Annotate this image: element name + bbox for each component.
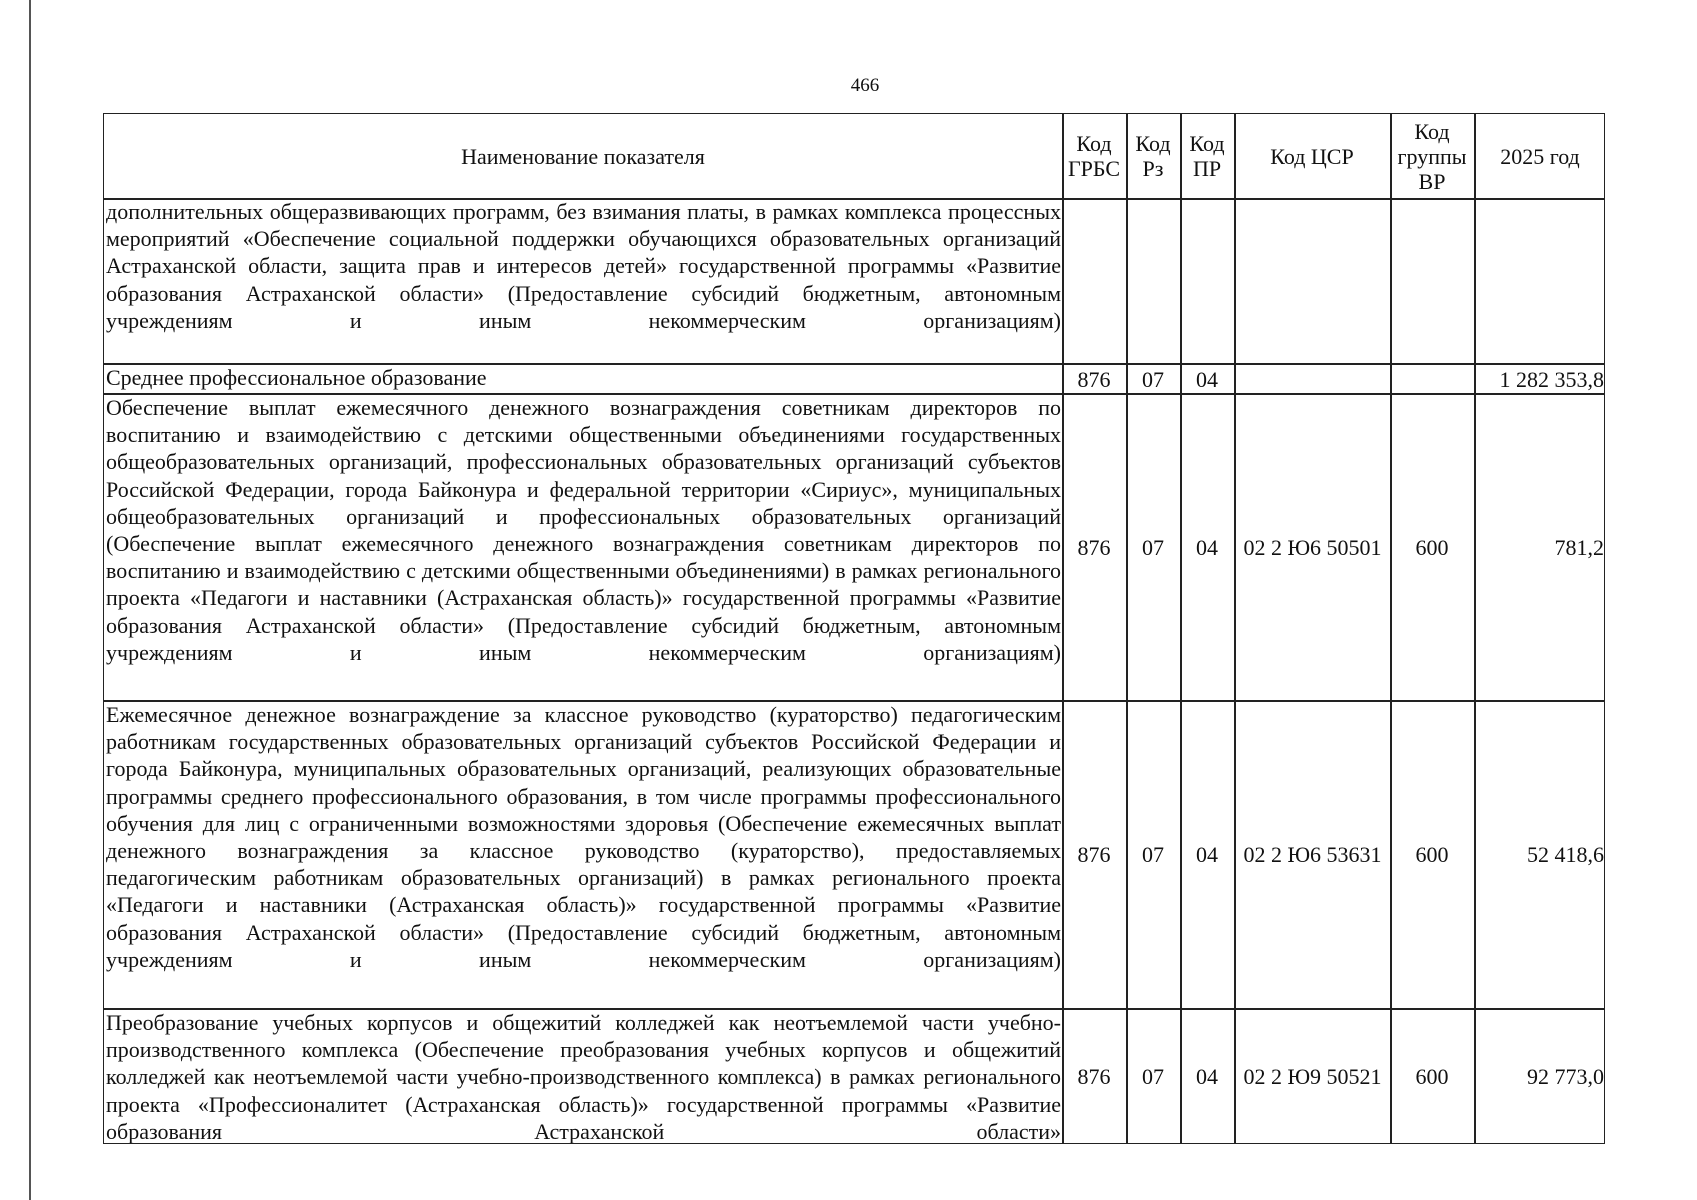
row-grbs: 876 [1077,534,1111,560]
header-csr: Код ЦСР [1270,143,1354,169]
row-name: дополнительных общеразвивающих программ, без взимания платы, в рамках комплекса процессных мероприятий «Обеспечение социальной поддержки обучающихся образовательных организаций Астраханской области, защита прав и интересов детей» государственной программы «Развитие образования Астраханской области» (Предоставление субсидий бюджетным, автономным учреждениям и иным некоммерческим организациям) [106,199,1061,333]
header-pr: Код ПР [1189,131,1225,181]
budget-table [103,113,1605,1144]
row-name: Обеспечение выплат ежемесячного денежного вознаграждения советникам директоров по воспитанию и взаимодействию с детскими общественными объединениями государственных общеобразовательных организаций, профессиональных образовательных организаций субъектов Российской Федерации, города Байконура и федеральной территории «Сириус», муниципальных общеобразовательных организаций и профессиональных образовательных организаций (Обеспечение выплат ежемесячного денежного вознаграждения советникам директоров по воспитанию и взаимодействию с детскими общественными объединениями) в рамках регионального проекта «Педагоги и наставники (Астраханская область)» государственной программы «Развитие образования Астраханской области» (Предоставление субсидий бюджетным, автономным учреждениям и иным некоммерческим организациям) [106,395,1061,665]
row-rz: 07 [1142,366,1164,392]
row-grbs: 876 [1077,842,1111,867]
row-csr: 02 2 Ю6 53631 [1243,842,1382,867]
row-vr: 600 [1415,842,1449,867]
row-pr: 04 [1196,842,1218,867]
row-pr: 04 [1196,1063,1218,1089]
row-amount: 781,2 [1554,534,1604,560]
row-pr: 04 [1196,366,1218,392]
row-rz: 07 [1142,534,1164,560]
row-name: Ежемесячное денежное вознаграждение за классное руководство (кураторство) педагогическим работникам государственных образовательных организаций субъектов Российской Федерации и города Байконура, муниципальных образовательных организаций, реализующих образовательные программы среднего профессионального образования, в том числе программы профессионального обучения для лиц с ограниченными возможностями здоровья (Обеспечение ежемесячных выплат денежного вознаграждения за классное руководство (кураторство), предоставляемых педагогическим работникам образовательных организаций) в рамках регионального проекта «Педагоги и наставники (Астраханская область)» государственной программы «Развитие образования Астраханской области» (Предоставление субсидий бюджетным, автономным учреждениям и иным некоммерческим организациям) [106,702,1061,972]
row-csr: 02 2 Ю6 50501 [1243,534,1382,560]
header-grbs: Код ГРБС [1067,131,1121,181]
row-name: Преобразование учебных корпусов и общежитий колледжей как неотъемлемой части учебно-производственного комплекса (Обеспечение преобразования учебных корпусов и общежитий колледжей как неотъемлемой части учебно-производственного комплекса) в рамках регионального проекта «Профессионалитет (Астраханская область)» государственной программы «Развитие образования Астраханской области» [106,1010,1061,1143]
left-margin-line [29,0,31,1200]
row-name: Среднее профессиональное образование [106,365,487,390]
row-amount: 1 282 353,8 [1499,366,1604,392]
row-rz: 07 [1142,1063,1164,1089]
row-grbs: 876 [1077,366,1111,392]
page-number: 466 [850,75,880,96]
header-rz: Код Рз [1135,131,1171,181]
row-vr: 600 [1415,534,1449,560]
row-pr: 04 [1196,534,1218,560]
row-vr: 600 [1415,1063,1449,1089]
header-year: 2025 год [1500,143,1580,169]
header-vr: Код группы ВР [1397,118,1467,194]
header-name: Наименование показателя [461,143,705,169]
row-amount: 52 418,6 [1527,842,1604,867]
row-grbs: 876 [1077,1063,1111,1089]
row-rz: 07 [1142,842,1164,867]
row-csr: 02 2 Ю9 50521 [1243,1063,1382,1089]
row-amount: 92 773,0 [1527,1063,1604,1089]
